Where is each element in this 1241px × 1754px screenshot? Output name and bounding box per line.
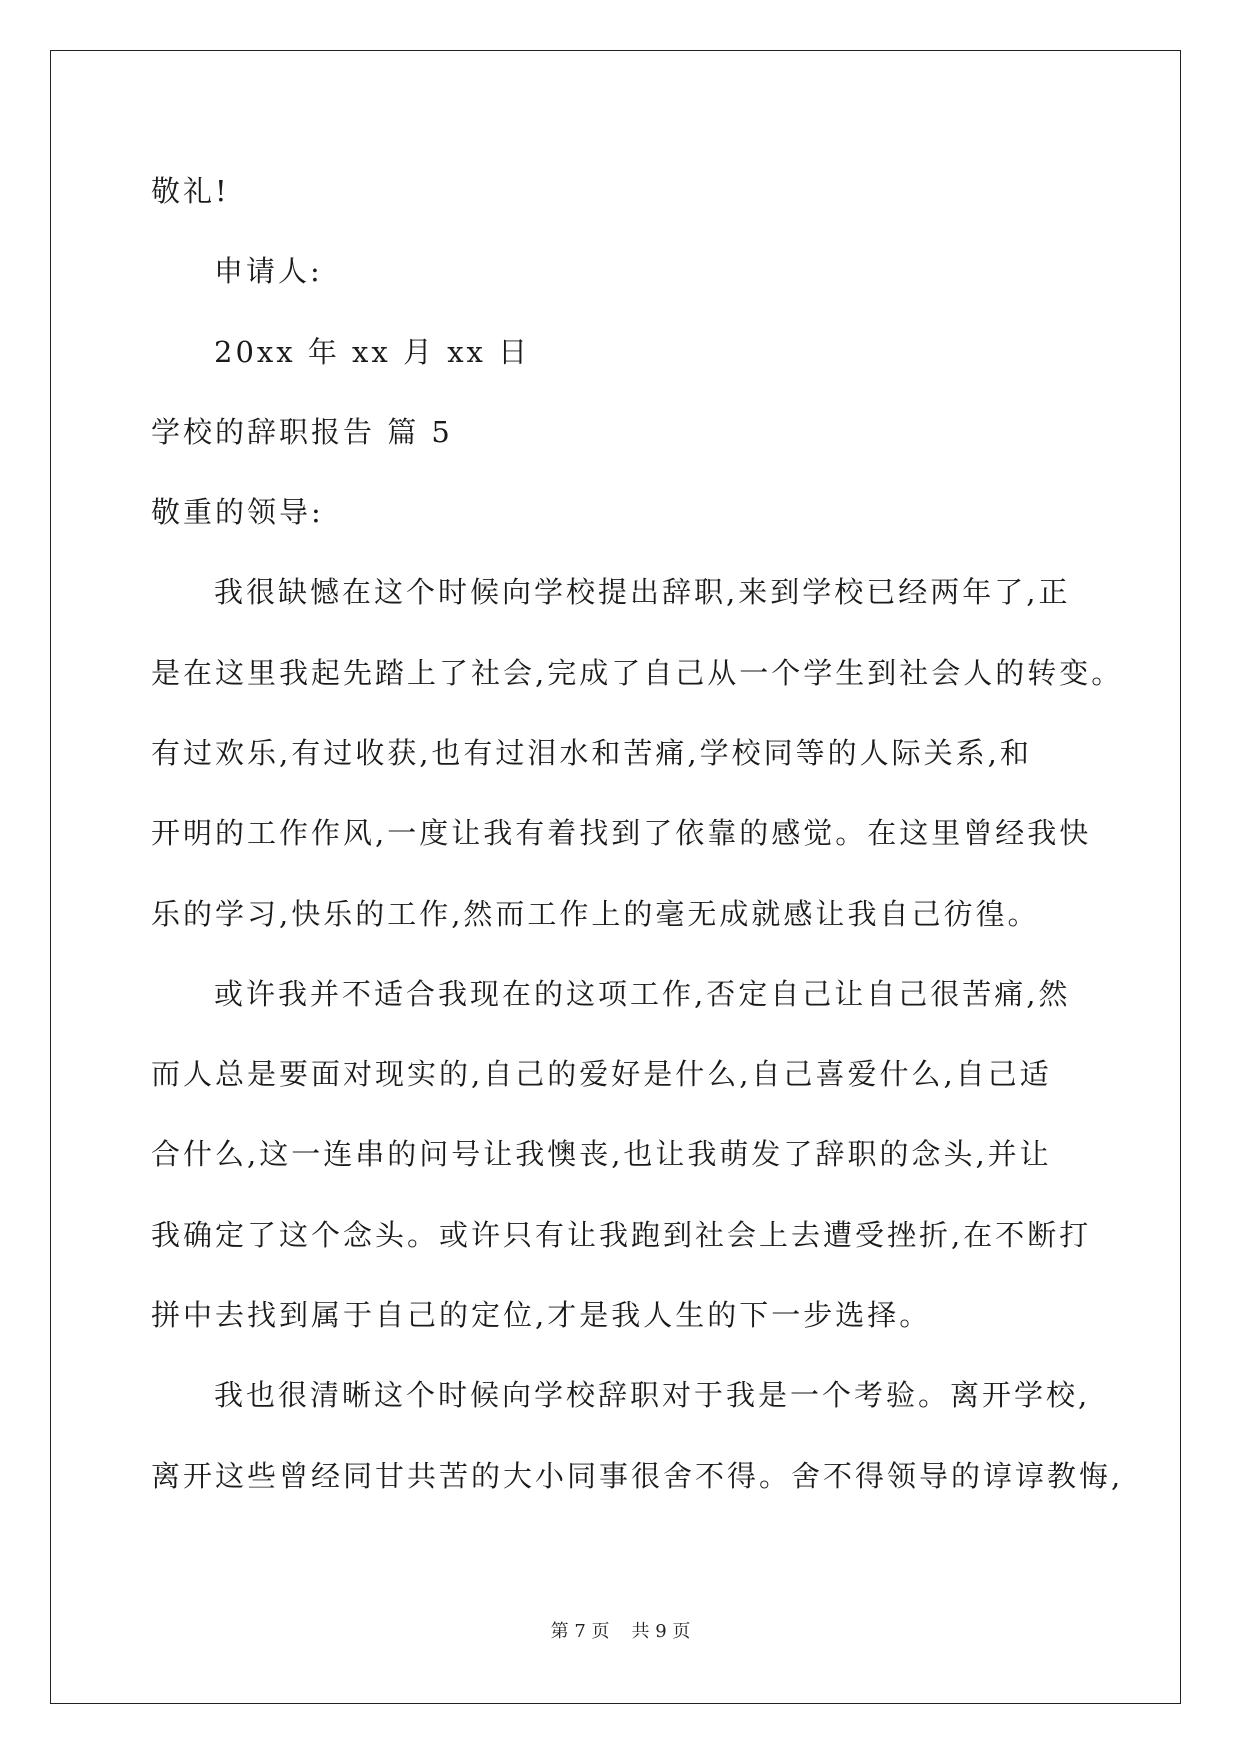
closing-text: 敬礼! [151, 174, 230, 208]
body-line: 合什么,这一连串的问号让我懊丧,也让我萌发了辞职的念头,并让 [151, 1137, 1052, 1171]
body-line: 我也很清晰这个时候向学校辞职对于我是一个考验。离开学校, [214, 1378, 1091, 1412]
body-line: 有过欢乐,有过收获,也有过泪水和苦痛,学校同等的人际关系,和 [151, 736, 1032, 770]
page-number: 第 7 页 [550, 1621, 610, 1642]
body-line: 而人总是要面对现实的,自己的爱好是什么,自己喜爱什么,自己适 [151, 1057, 1052, 1091]
page-footer [0, 1621, 1241, 1643]
body-line: 或许我并不适合我现在的这项工作,否定自己让自己很苦痛,然 [214, 977, 1071, 1011]
body-line: 是在这里我起先踏上了社会,完成了自己从一个学生到社会人的转变。 [151, 656, 1124, 690]
signature-label: 申请人: [214, 254, 323, 288]
page-border [50, 50, 1181, 1704]
date-line: 20xx 年 xx 月 xx 日 [214, 335, 531, 369]
body-line: 离开这些曾经同甘共苦的大小同事很舍不得。舍不得领导的谆谆教悔, [151, 1459, 1124, 1493]
body-line: 开明的工作作风,一度让我有着找到了依靠的感觉。在这里曾经我快 [151, 816, 1092, 850]
body-line: 乐的学习,快乐的工作,然而工作上的毫无成就感让我自己彷徨。 [151, 897, 1040, 931]
section-title: 学校的辞职报告 篇 5 [151, 415, 453, 449]
page-total: 共 9 页 [631, 1621, 691, 1642]
body-line: 我很缺憾在这个时候向学校提出辞职,来到学校已经两年了,正 [214, 575, 1071, 609]
body-line: 拼中去找到属于自己的定位,才是我人生的下一步选择。 [151, 1298, 932, 1332]
salutation: 敬重的领导: [151, 495, 324, 529]
body-line: 我确定了这个念头。或许只有让我跑到社会上去遭受挫折,在不断打 [151, 1218, 1092, 1252]
